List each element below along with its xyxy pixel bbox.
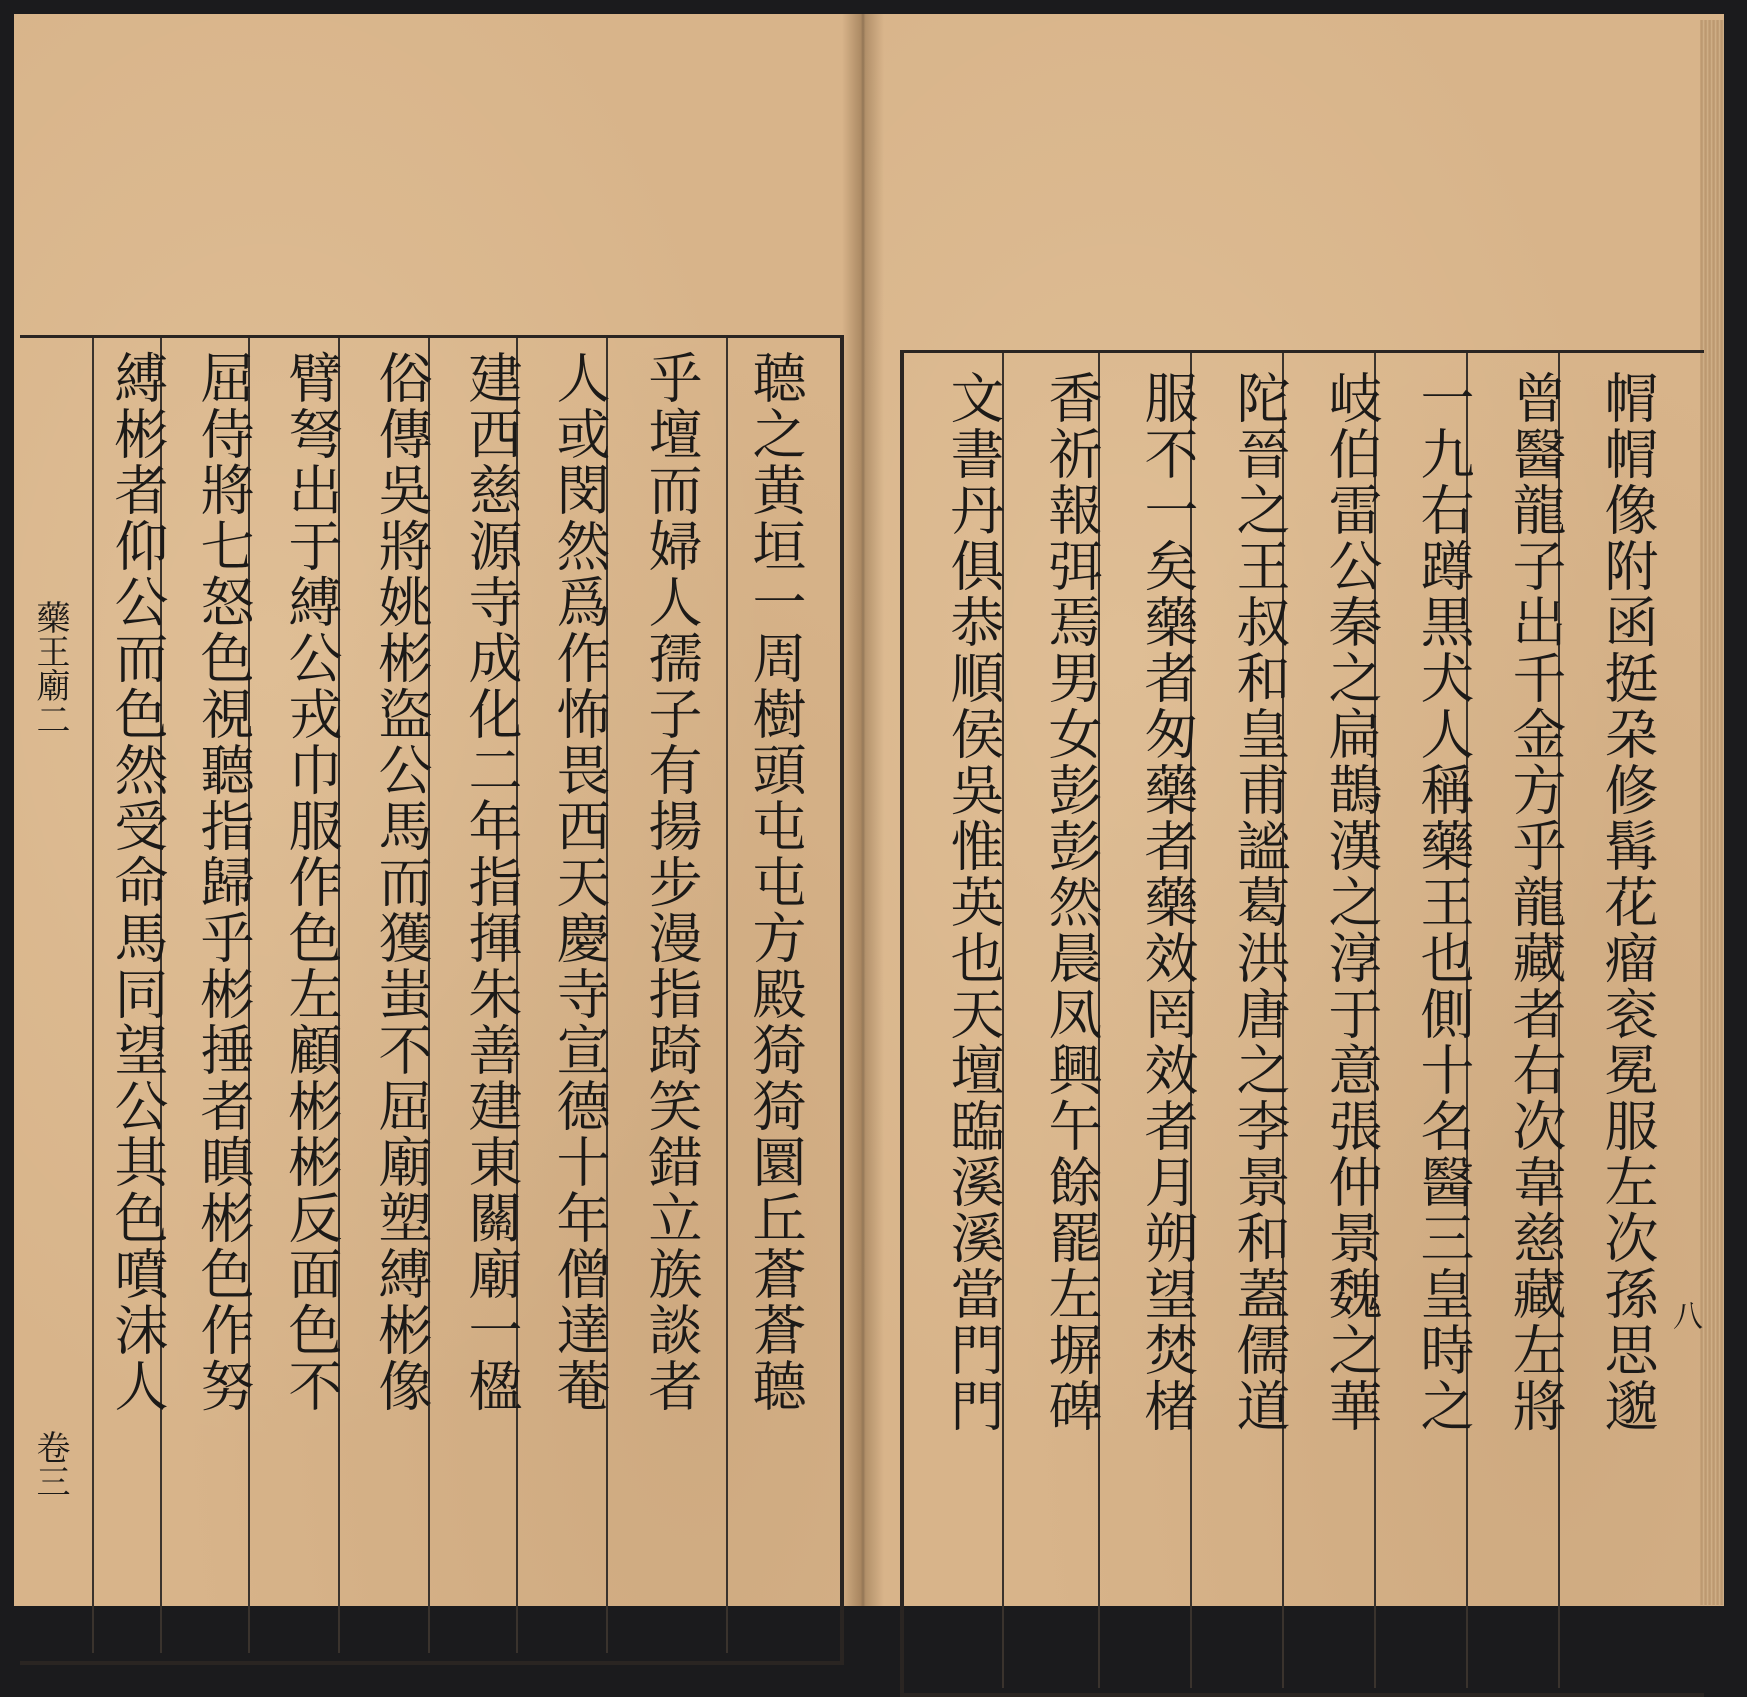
page-number: 八: [1667, 1300, 1702, 1330]
text-column: 㡌㡌像附函挺朶修髯花瘤衮冕服左次孫思邈: [1596, 370, 1659, 1434]
text-column: 屈侍將七怒色視聽指歸乎彬捶者瞋彬色作努: [192, 350, 255, 1414]
text-column: 人或閔然爲作怖畏西天慶寺宣德十年僧達菴: [548, 350, 611, 1414]
column-divider: [92, 338, 94, 1653]
text-column: 縛彬者仰公而色然受命馬同望公其色噴沫人: [106, 350, 169, 1414]
text-column: 岐伯雷公秦之扁鵲漢之淳于意張仲景魏之華: [1320, 370, 1383, 1434]
text-column: 一九右蹲黒犬人稱藥王也側十名醫三皇時之: [1412, 370, 1475, 1434]
text-column: 俗傳吳將姚彬盜公馬而獲蚩不屈廟塑縛彬像: [370, 350, 433, 1414]
text-column: 香祈報弭焉男女彭彭然晨凤興午餘罷左塀碑: [1040, 370, 1103, 1434]
book-gutter: [842, 14, 884, 1606]
text-column: 服不一矣藥者匆藥者藥效罔效者月朔望焚楮: [1136, 370, 1199, 1434]
text-column: 建西慈源寺成化二年指揮朱善建東關廟一楹: [460, 350, 523, 1414]
column-divider: [726, 338, 728, 1653]
text-column: 臂弩出于縛公戎巾服作色左顧彬彬反面色不: [280, 350, 343, 1414]
margin-title: 藥王廟二: [30, 600, 70, 736]
text-column: 乎壇而婦人孺子有揚步漫指踦笑錯立族談者: [640, 350, 703, 1414]
text-column: 聼之黄垣一周樹頭屯屯方殿猗猗圜丘蒼蒼聼: [744, 350, 807, 1414]
margin-volume: 卷三: [30, 1430, 70, 1498]
text-column: 文書丹俱恭順侯吳惟英也天壇臨溪溪當門門: [942, 370, 1005, 1434]
text-column: 曾醫龍子出千金方乎龍藏者右次韋慈藏左將: [1504, 370, 1567, 1434]
right-text-frame: [900, 350, 1704, 1697]
text-column: 陀晉之王叔和皇甫謐葛洪唐之李景和蓋儒道: [1228, 370, 1291, 1434]
